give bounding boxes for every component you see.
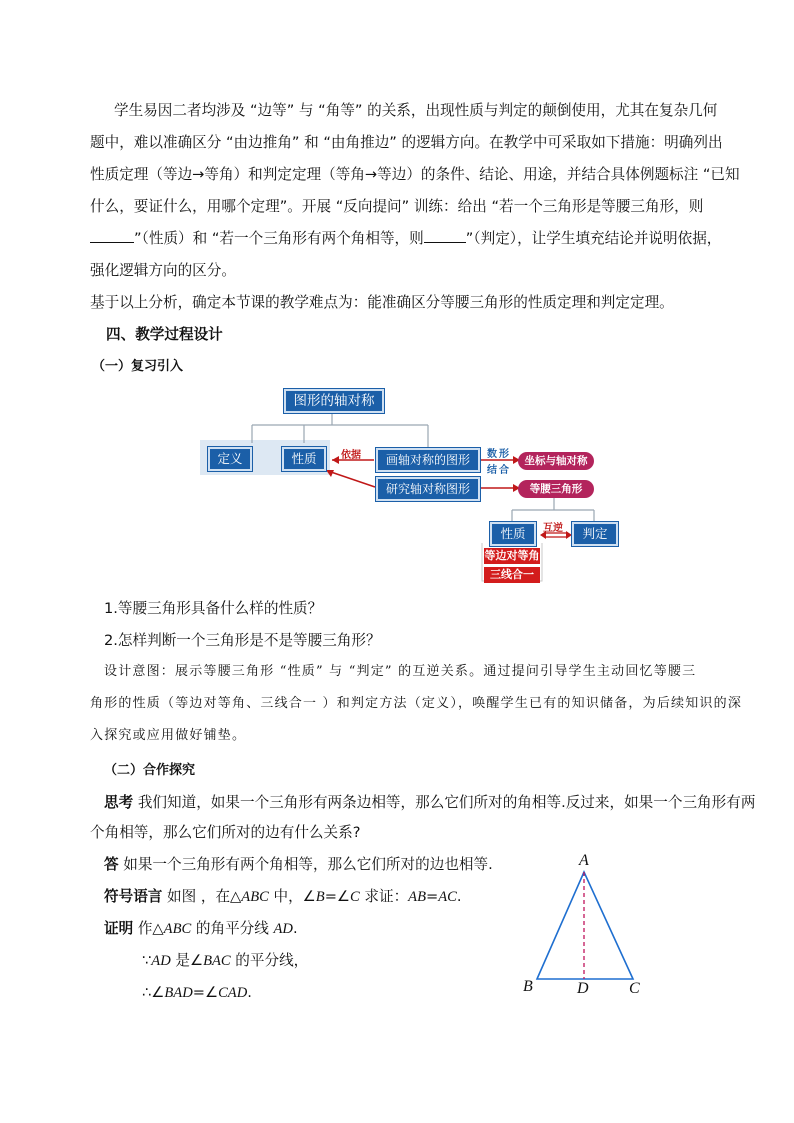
design-intent-line3: 入探究或应用做好铺垫。 [90,728,247,743]
para1-line6: 强化逻辑方向的区分。 [90,262,236,279]
label-c: C [629,980,640,997]
para2: 基于以上分析，确定本节课的教学难点为：能准确区分等腰三角形的性质定理和判定定理。 [90,294,674,311]
answer-label: 答 [104,856,119,873]
question-1: 1.等腰三角形具备什么样的性质？ [104,600,323,617]
number-shape-label-2: 结合 [487,465,511,476]
proof-line: 证明 作△ABC 的角平分线 AD. [104,920,298,937]
think-line1: 思考 我们知道，如果一个三角形有两条边相等，那么它们所对的角相等.反过来，如果一个三角形有两 [104,794,756,811]
design-intent-line2: 角形的性质（等边对等角、三线合一 ）和判定方法（定义），唤醒学生已有的知识储备，为后续知识的深 [90,696,743,711]
proof-step-1: ∵AD 是∠BAC 的平分线， [142,952,309,969]
symbol-language-line: 符号语言 如图 ，在△ABC 中，∠B=∠C 求证：AB=AC. [104,888,462,905]
mutual-inverse-label: 互逆 [543,523,563,534]
symbol-label: 符号语言 [104,888,163,905]
triangle-abc [537,872,633,979]
para1-line3: 性质定理（等边→等角）和判定定理（等角→等边）的条件、结论、用途，并结合具体例题标注 “已知 [90,166,740,183]
para1-line2: 题中，难以准确区分 “由边推角” 和 “由角推边” 的逻辑方向。在教学中可采取如下措施：明确列出 [90,134,723,151]
equal-sides-equal-angles-box: 等边对等角 [484,549,540,562]
concept-diagram [200,385,630,585]
property-box: 性质 [282,447,326,471]
sub1-title: （一）复习引入 [92,359,184,374]
fill-blank-1 [90,228,134,243]
question-2: 2.怎样判断一个三角形是不是等腰三角形？ [104,632,381,649]
fill-blank-2 [424,228,466,243]
think-label: 思考 [104,794,134,811]
isosceles-triangle-box: 等腰三角形 [518,480,594,498]
label-d: D [577,980,589,997]
para1-line1: 学生易因二者均涉及 “边等” 与 “角等” 的关系，出现性质与判定的颠倒使用，尤其在复杂几何 [114,102,718,119]
three-lines-coincide-box: 三线合一 [484,567,540,583]
iso-judgment-box: 判定 [572,522,618,546]
number-shape-label-1: 数形 [487,449,511,460]
answer-line: 答 如果一个三角形有两个角相等，那么它们所对的边也相等. [104,856,493,873]
triangle-svg [515,850,655,1000]
draw-symmetric-box: 画轴对称的图形 [376,448,480,472]
triangle-figure [515,850,655,1000]
design-intent-line1: 设计意图：展示等腰三角形 “性质” 与 “判定” 的互逆关系。通过提问引导学生主动回忆等腰三 [104,664,697,679]
para1-line4: 什么，要证什么，用哪个定理”。开展 “反向提问” 训练：给出 “若一个三角形是等腰三角形，则 [90,198,704,215]
basis-label: 依据 [341,450,361,461]
axis-symmetry-box: 图形的轴对称 [284,389,384,413]
sub2-title: （二）合作探究 [104,763,196,778]
definition-box: 定义 [208,447,252,471]
label-a: A [579,852,589,869]
coordinate-symmetry-box: 坐标与轴对称 [518,452,594,470]
para1-line5: ”（性质）和 “若一个三角形有两个角相等，则 ”（判定），让学生填充结论并说明依据， [90,222,721,255]
iso-property-box: 性质 [490,522,536,546]
study-symmetric-box: 研究轴对称图形 [376,477,480,501]
proof-step-2: ∴∠BAD=∠CAD. [142,984,252,1001]
section4-title: 四、教学过程设计 [106,326,223,343]
label-b: B [523,978,533,995]
think-line2: 个角相等，那么它们所对的边有什么关系? [90,824,361,841]
proof-label: 证明 [104,920,134,937]
